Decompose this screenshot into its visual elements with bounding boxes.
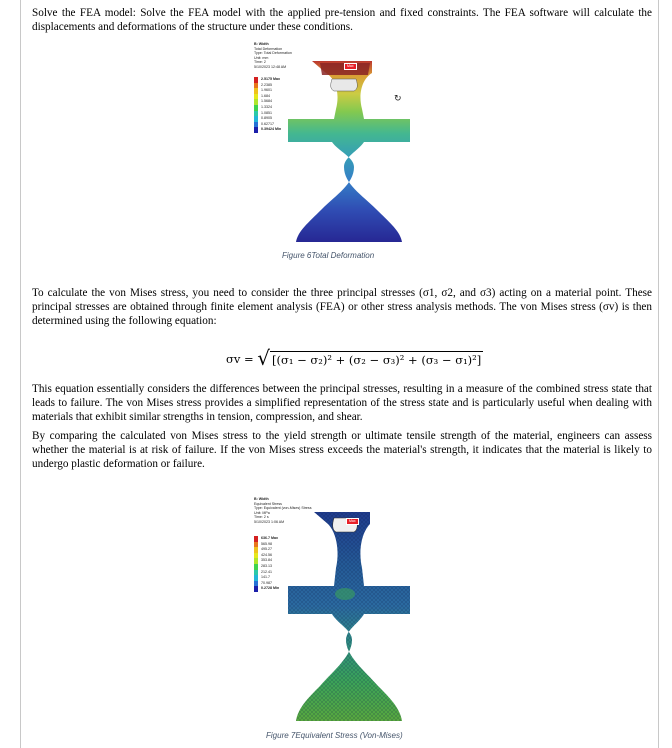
figure6-legend-label: 1.684 — [261, 93, 270, 98]
figure7-header-line: Time: 2 s — [254, 515, 269, 519]
equivalent-stress-render — [250, 494, 412, 721]
figure7-legend-label: 70.987 — [261, 580, 272, 585]
figure6-legend-label: 1.3324 — [261, 104, 272, 109]
stress-hotspot — [335, 588, 355, 600]
formula-radicand: [(σ₁ − σ₂)² + (σ₂ − σ₃)² + (σ₃ − σ₁)²] — [272, 353, 482, 367]
page-border-left — [20, 0, 21, 748]
figure7-caption: Figure 7Equivalent Stress (Von-Mises) — [266, 731, 403, 740]
figure6-header — [254, 42, 292, 69]
figure6-header-line: Time: 2 — [254, 60, 266, 64]
page-border-right — [658, 0, 659, 748]
figure7-max-tag: Max — [346, 518, 359, 525]
figure6-legend-label: 0.39424 Min — [261, 127, 282, 132]
von-mises-intro-paragraph: To calculate the von Mises stress, you need to consider the three principal stresses (σ1, σ2, and σ3) acting on a material point. These principal stresses are obtained through finite element analysis (FEA) or other stress analysis methods. The von Mises stress (σv) is then determined using the following equation: — [32, 287, 652, 327]
figure7-header-line: 5/10/2023 1:06 AM — [254, 519, 285, 524]
figure6-header-line: Type: Total Deformation — [254, 51, 292, 55]
figure7-legend-label: 353.84 — [261, 558, 272, 563]
figure6-caption: Figure 6Total Deformation — [282, 251, 375, 260]
formula-lhs: σv = — [226, 352, 258, 366]
figure7-legend-label: 283.13 — [261, 563, 272, 568]
figure6-legend-label: 1.5684 — [261, 99, 272, 104]
figure7-legend — [254, 536, 279, 592]
figure7-header-line: Type: Equivalent (von-Mises) Stress — [254, 506, 312, 510]
figure-total-deformation — [250, 39, 412, 242]
explanation-paragraph: This equation essentially considers the differences between the principal stresses, resulting in a measure of the combined stress state that leads to failure. The von Mises stress provides a simplified representation of the stress state and is particularly useful when dealing with materials that exhibit similar strengths in tension, compression, and shear. — [32, 383, 652, 423]
comparison-paragraph: By comparing the calculated von Mises stress to the yield strength or ultimate tensile strength of the material, engineers can assess whether the material is at risk of failure. If the von Mises stress exceeds the material's strength, it indicates that the material is likely to undergo plastic deformation or failure. — [32, 430, 652, 470]
sqrt-symbol: √ — [257, 346, 271, 370]
figure7-legend-label: 636.7 Max — [261, 536, 278, 540]
figure6-header-line: 5/10/2023 12:48 AM — [254, 64, 287, 69]
deformation-slot — [331, 79, 358, 91]
figure6-header-line: Total Deformation — [254, 46, 283, 51]
figure7-title: B: Width — [254, 497, 269, 501]
total-deformation-render — [250, 39, 412, 242]
figure-equivalent-stress — [250, 494, 412, 721]
figure6-legend-label: 0.8905 — [261, 116, 272, 121]
figure7-legend-swatch — [254, 586, 258, 592]
figure7-header — [254, 497, 312, 524]
von-mises-formula — [226, 346, 483, 372]
figure7-legend-label: 495.27 — [261, 547, 272, 552]
intro-paragraph: Solve the FEA model: Solve the FEA model with the applied pre-tension and fixed constraints. The FEA software will calculate the displacements and deformations of the structure under these conditions. — [32, 7, 652, 33]
figure6-header-line: Unit: mm — [254, 55, 269, 60]
figure6-legend — [254, 77, 281, 133]
figure7-legend-label: 212.41 — [261, 569, 272, 574]
figure6-legend-row — [254, 127, 281, 133]
figure7-legend-label: 424.56 — [261, 552, 272, 557]
figure6-legend-label: 1.9601 — [261, 88, 272, 93]
rotate-cursor-icon: ↻ — [394, 94, 402, 104]
figure6-max-tag: Max — [344, 63, 357, 70]
figure6-legend-label: 2.2385 — [261, 82, 272, 87]
figure6-legend-label: 2.5175 Max — [261, 77, 280, 81]
figure7-legend-label: 141.7 — [261, 575, 270, 580]
figure7-header-line: Unit: MPa — [254, 510, 270, 515]
figure6-legend-swatch — [254, 127, 258, 133]
figure6-legend-label: 0.62717 — [261, 121, 274, 126]
figure7-header-line: Equivalent Stress — [254, 501, 282, 506]
figure7-legend-label: 565.98 — [261, 541, 272, 546]
figure7-legend-row — [254, 586, 279, 592]
figure6-legend-label: 1.0851 — [261, 110, 272, 115]
figure7-legend-label: 0.2728 Min — [261, 586, 280, 591]
figure6-title: B: Width — [254, 42, 269, 46]
